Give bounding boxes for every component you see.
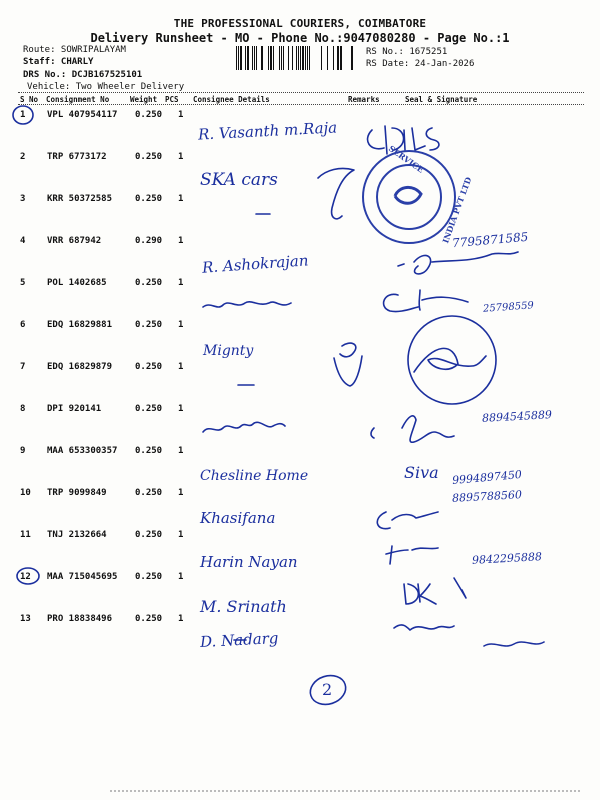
row-consignment: EDQ 16829881 [47, 320, 113, 330]
row-sno: 7 [20, 362, 26, 372]
barcode-bar [238, 46, 239, 70]
row-pcs: 1 [178, 320, 184, 330]
barcode-bar [247, 46, 249, 70]
barcode-bar [337, 46, 339, 70]
row-sno: 9 [20, 446, 26, 456]
row-weight: 0.250 [135, 278, 163, 288]
table-row [0, 278, 600, 320]
barcode-bar [254, 46, 255, 70]
stamp-text-bottom: INDIA PVT LTD [440, 175, 474, 245]
barcode-bar [252, 46, 253, 70]
row-weight: 0.250 [135, 446, 163, 456]
row-sno: 1 [20, 110, 26, 120]
col-consignment: Consignment No [46, 95, 110, 104]
col-sno: S No [20, 95, 39, 104]
row-consignment: KRR 50372585 [47, 194, 113, 204]
handwritten-name-13: D. Nadarg [199, 628, 279, 652]
barcode-bar [292, 46, 293, 70]
barcode-bar [279, 46, 280, 70]
vehicle-label: Vehicle: Two Wheeler Delivery [27, 82, 185, 92]
row-consignment: VPL 407954117 [47, 110, 118, 120]
header-rule-bottom [18, 104, 584, 105]
bleed-through-footer [110, 790, 580, 792]
barcode [236, 46, 360, 70]
handwritten-name-2: SKA cars [200, 170, 278, 190]
barcode-bar [245, 46, 246, 70]
stamp-text-top: SERVICE [386, 143, 426, 175]
rs-date: RS Date: 24-Jan-2026 [366, 59, 475, 69]
barcode-bar [288, 46, 289, 70]
col-seal: Seal & Signature [405, 95, 478, 104]
runsheet-title: Delivery Runsheet - MO - Phone No.:9047080280 - Page No.:1 [90, 31, 510, 45]
barcode-bar [273, 46, 274, 70]
barcode-bar [283, 46, 284, 70]
table-row [0, 614, 600, 656]
col-remarks: Remarks [348, 95, 380, 104]
barcode-bar [256, 46, 257, 70]
barcode-bar [302, 46, 304, 70]
row-weight: 0.250 [135, 614, 163, 624]
row-sno: 10 [20, 488, 31, 498]
handwritten-name-6: Mignty [203, 343, 254, 359]
route-label: Route: SOWRIPALAYAM [23, 45, 126, 55]
row-sno: 6 [20, 320, 26, 330]
row-consignment: EDQ 16829879 [47, 362, 113, 372]
barcode-bar [281, 46, 282, 70]
row-weight: 0.250 [135, 572, 163, 582]
row-pcs: 1 [178, 614, 184, 624]
handwritten-name-10: Khasifana [200, 509, 276, 527]
row-sno: 5 [20, 278, 26, 288]
row-sno: 13 [20, 614, 31, 624]
handwritten-phone-8: 8894545889 [481, 408, 553, 425]
row-sno: 8 [20, 404, 26, 414]
rs-number: RS No.: 1675251 [366, 47, 448, 57]
page-mark-number: 2 [322, 680, 333, 699]
handwritten-phone-4: 7795871585 [451, 229, 529, 251]
row-pcs: 1 [178, 236, 184, 246]
col-pcs: PCS [165, 95, 179, 104]
row-consignment: VRR 687942 [47, 236, 102, 246]
barcode-bar [351, 46, 353, 70]
row-weight: 0.250 [135, 362, 163, 372]
row-consignment: TRP 6773172 [47, 152, 107, 162]
row-consignment: MAA 653300357 [47, 446, 118, 456]
row-weight: 0.250 [135, 152, 163, 162]
handwritten-name-11: Harin Nayan [200, 553, 298, 571]
barcode-bar [309, 46, 310, 70]
row-consignment: DPI 920141 [47, 404, 102, 414]
row-pcs: 1 [178, 446, 184, 456]
barcode-bar [333, 46, 334, 70]
row-weight: 0.250 [135, 320, 163, 330]
barcode-bar [268, 46, 269, 70]
table-row [0, 572, 600, 614]
barcode-bar [261, 46, 263, 70]
handwritten-phone-5: 25798559 [482, 300, 535, 315]
row-pcs: 1 [178, 530, 184, 540]
table-row [0, 320, 600, 362]
row-consignment: TRP 9099849 [47, 488, 107, 498]
handwritten-name-1: R. Vasanth m.Raja [197, 118, 338, 144]
row-consignment: PRO 18838496 [47, 614, 113, 624]
row-pcs: 1 [178, 362, 184, 372]
handwritten-name-4: R. Ashokrajan [201, 251, 310, 277]
drs-number: DRS No.: DCJB167525101 [23, 70, 143, 80]
handwritten-phone-9: 9994897450 [451, 467, 523, 488]
table-row [0, 194, 600, 236]
barcode-bar [240, 46, 242, 70]
row-weight: 0.250 [135, 488, 163, 498]
row-sno: 2 [20, 152, 26, 162]
staff-label: Staff: CHARLY [23, 57, 94, 67]
row-weight: 0.250 [135, 404, 163, 414]
row-pcs: 1 [178, 110, 184, 120]
row-sno: 4 [20, 236, 26, 246]
table-row [0, 152, 600, 194]
row-pcs: 1 [178, 572, 184, 582]
row-pcs: 1 [178, 194, 184, 204]
header-rule-top [18, 92, 584, 93]
barcode-bar [298, 46, 299, 70]
row-weight: 0.290 [135, 236, 163, 246]
handwritten-name-9: Chesline Home [200, 468, 309, 484]
handwritten-signature-9: Siva [404, 463, 439, 482]
handwritten-phone-10: 8895788560 [451, 488, 523, 505]
company-title: THE PROFESSIONAL COURIERS, COIMBATORE [173, 17, 427, 30]
barcode-bar [321, 46, 322, 70]
barcode-bar [307, 46, 308, 70]
table-row [0, 362, 600, 404]
row-sno: 3 [20, 194, 26, 204]
row-pcs: 1 [178, 404, 184, 414]
row-pcs: 1 [178, 152, 184, 162]
col-weight: Weight [130, 95, 158, 104]
row-consignment: MAA 715045695 [47, 572, 118, 582]
row-consignment: TNJ 2132664 [47, 530, 107, 540]
row-sno: 12 [20, 572, 31, 582]
row-weight: 0.250 [135, 194, 163, 204]
row-sno: 11 [20, 530, 31, 540]
barcode-bar [296, 46, 297, 70]
barcode-bar [270, 46, 272, 70]
row-pcs: 1 [178, 488, 184, 498]
row-weight: 0.250 [135, 110, 163, 120]
handwritten-name-12: M. Srinath [200, 597, 287, 616]
barcode-bar [327, 46, 328, 70]
barcode-bar [305, 46, 306, 70]
barcode-bar [340, 46, 342, 70]
col-consignee: Consignee Details [193, 95, 270, 104]
row-pcs: 1 [178, 278, 184, 288]
barcode-bar [236, 46, 237, 70]
barcode-bar [300, 46, 301, 70]
row-consignment: POL 1402685 [47, 278, 107, 288]
row-weight: 0.250 [135, 530, 163, 540]
handwritten-phone-11: 9842295888 [471, 550, 543, 567]
